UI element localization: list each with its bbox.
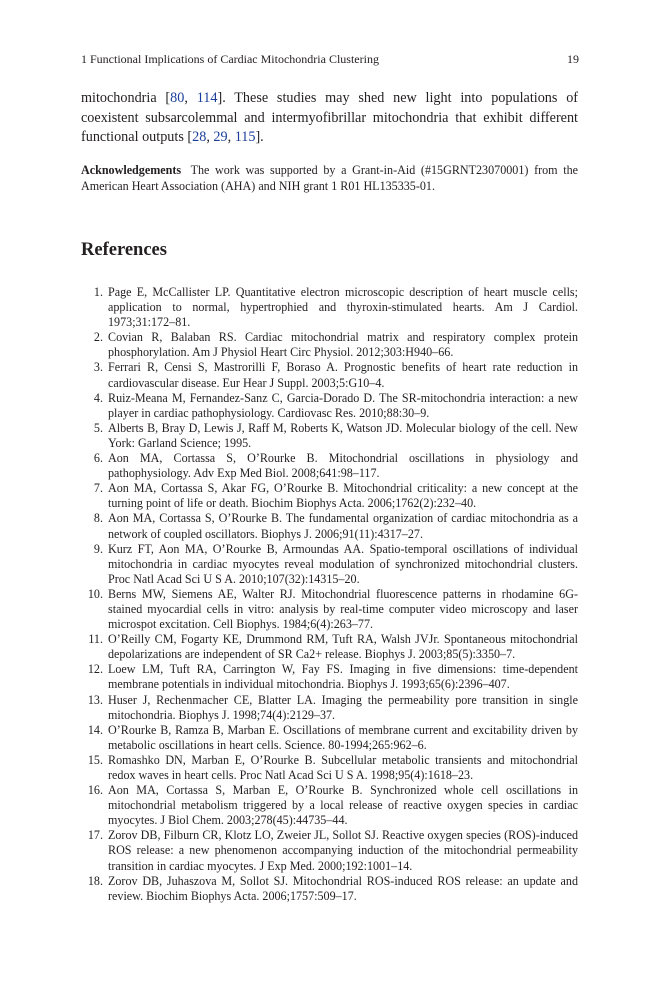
reference-item [81,874,578,904]
reference-item [81,783,578,828]
reference-text: Aon MA, Cortassa S, O’Rourke B. The fundamental organization of cardiac mitochondria as a network of coupled oscillators. Biophys J. 2006;91(11):4317–27. [108,511,578,541]
citation-link[interactable]: 115 [234,129,256,146]
reference-number: 8. [93,511,103,526]
reference-list [81,285,578,904]
reference-number: 12. [87,662,103,677]
citation-separator: , [184,90,197,106]
reference-item [81,662,578,692]
reference-item [81,723,578,753]
reference-item [81,632,578,662]
reference-number: 9. [93,541,103,556]
reference-number: 7. [93,481,103,496]
reference-number: 1. [93,285,103,299]
running-head-title: 1 Functional Implications of Cardiac Mitochondria Clustering [81,52,379,66]
reference-number: 4. [93,390,103,405]
body-text-part: mitochondria [ [81,90,171,106]
reference-text: Kurz FT, Aon MA, O’Rourke B, Armoundas AA. Spatio-temporal oscillations of individual mitochondria in cardiac myocytes reveal modulation of synchronized mitochondrial clusters. Proc Natl Acad Sci U S A. 2010;107(32):14315–20. [108,541,578,586]
running-head [81,52,579,67]
reference-text: Zorov DB, Filburn CR, Klotz LO, Zweier JL, Sollot SJ. Reactive oxygen species (ROS)-induced ROS release: a new phenomenon accompanying induction of the mitochondrial permeability transition in cardiac myocytes. J Exp Med. 2000;192:1001–14. [108,828,578,873]
reference-number: 6. [93,451,103,466]
reference-item [81,693,578,723]
citation-separator: , [227,129,235,146]
reference-number: 10. [87,586,103,601]
reference-item [81,587,578,632]
citation-link[interactable]: 28 [192,129,207,146]
reference-text: Berns MW, Siemens AE, Walter RJ. Mitochondrial fluorescence patterns in rhodamine 6G-stained myocardial cells in vitro: analysis by real-time computer video microscopy and laser microspot excitation. Cell Biophys. 1984;6(4):263–77. [108,586,578,632]
acknowledgements-text: The work was supported by a Grant-in-Aid (#15GRNT23070001) from the American Heart Association (AHA) and NIH grant 1 R01 HL135335-01. [81,163,579,193]
reference-text: Zorov DB, Juhaszova M, Sollot SJ. Mitochondrial ROS-induced ROS release: an update and review. Biochim Biophys Acta. 2006;1757:509–17. [108,873,578,903]
reference-item [81,481,578,511]
reference-text: Ferrari R, Censi S, Mastrorilli F, Boraso A. Prognostic benefits of heart rate reduction in cardiovascular disease. Eur Hear J Suppl. 2003;5:G10–4. [108,360,578,390]
reference-text: O’Reilly CM, Fogarty KE, Drummond RM, Tuft RA, Walsh JVJr. Spontaneous mitochondrial depolarizations are independent of SR Ca2+ release. Biophys J. 2003;85(5):3350–7. [108,632,578,662]
reference-number: 3. [93,360,103,375]
reference-item [81,511,578,541]
reference-item [81,360,578,390]
reference-number: 18. [87,873,103,888]
reference-item [81,753,578,783]
reference-text: Alberts B, Bray D, Lewis J, Raff M, Roberts K, Watson JD. Molecular biology of the cell. New York: Garland Science; 1995. [108,420,578,450]
reference-text: O’Rourke B, Ramza B, Marban E. Oscillations of membrane current and excitability driven by metabolic oscillations in heart cells. Science. 80-1994;265:962–6. [108,722,578,752]
reference-text: Aon MA, Cortassa S, Marban E, O’Rourke B. Synchronized whole cell oscillations in mitochondrial metabolism triggered by a local release of reactive oxygen species in cardiac myocytes. J Biol Chem. 2003;278(45):44735–44. [108,783,578,828]
body-text-part: ]. [255,129,264,146]
reference-item [81,421,578,451]
reference-number: 14. [87,722,103,737]
reference-number: 16. [87,783,103,798]
reference-item [81,285,578,330]
reference-item [81,391,578,421]
reference-text: Loew LM, Tuft RA, Carrington W, Fay FS. Imaging in five dimensions: time-dependent membrane potentials in individual mitochondria. Biophys J. 1993;65(6):2396–407. [108,662,578,692]
reference-number: 15. [87,752,103,767]
reference-text: Romashko DN, Marban E, O’Rourke B. Subcellular metabolic transients and mitochondrial redox waves in heart cells. Proc Natl Acad Sci U S A. 1998;95(4):1618–23. [108,752,578,782]
body-paragraph [81,89,578,148]
reference-text: Aon MA, Cortassa S, Akar FG, O’Rourke B. Mitochondrial criticality: a new concept at the turning point of life or death. Biochim Biophys Acta. 2006;1762(2):232–40. [108,481,578,511]
reference-number: 11. [88,632,103,647]
reference-number: 2. [93,330,103,345]
references-heading: References [81,240,167,260]
acknowledgements [81,162,578,194]
reference-item [81,451,578,481]
reference-text: Covian R, Balaban RS. Cardiac mitochondrial matrix and respiratory complex protein phosphorylation. Am J Physiol Heart Circ Physiol. 2012;303:H940–66. [108,330,578,360]
reference-item [81,828,578,873]
reference-number: 17. [87,828,103,843]
reference-text: Aon MA, Cortassa S, O’Rourke B. Mitochondrial oscillations in physiology and pathophysiology. Adv Exp Med Biol. 2008;641:98–117. [108,451,578,481]
acknowledgements-label: Acknowledgements [81,163,182,177]
page-number: 19 [567,52,579,66]
citation-link[interactable]: 80 [170,90,185,106]
citation-separator: , [206,129,214,146]
reference-item [81,542,578,587]
reference-number: 13. [87,692,103,707]
reference-text: Huser J, Rechenmacher CE, Blatter LA. Imaging the permeability pore transition in single mitochondria. Biophys J. 1998;74(4):2129–37. [108,692,578,722]
reference-number: 5. [93,420,103,435]
reference-item [81,330,578,360]
citation-link[interactable]: 114 [196,90,218,106]
reference-text: Page E, McCallister LP. Quantitative electron microscopic description of heart muscle cells; application to normal, hypertrophied and thyroxin-stimulated hearts. Am J Cardiol. 1973;31:172–81. [108,285,578,330]
reference-text: Ruiz-Meana M, Fernandez-Sanz C, Garcia-Dorado D. The SR-mitochondria interaction: a new player in cardiac pathophysiology. Cardiovasc Res. 2010;88:30–9. [108,390,578,420]
citation-link[interactable]: 29 [213,129,228,146]
body-text-part: ]. These studies may shed new light into populations of coexistent subsarcolemmal and intermyofibrillar mitochondria that exhibit different functional outputs [ [81,90,579,146]
